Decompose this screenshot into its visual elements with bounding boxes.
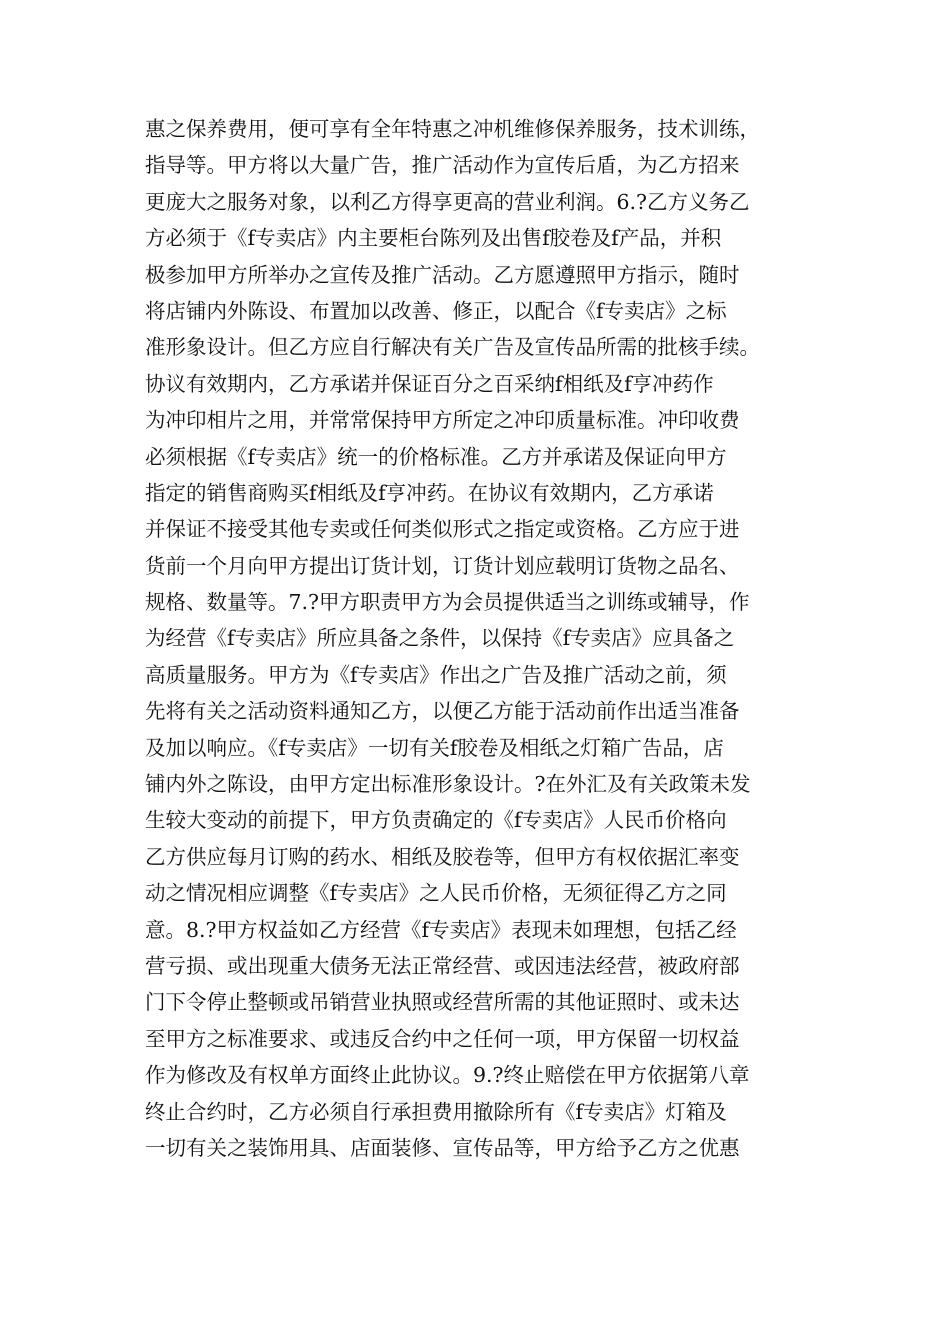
text-line: 将店铺内外陈设、布置加以改善、修正，以配合《f专卖店》之标 bbox=[145, 298, 727, 323]
text-line: 铺内外之陈设，由甲方定出标准形象设计。?在外汇及有关政策未发 bbox=[145, 772, 751, 797]
text-line: 门下令停止整顿或吊销营业执照或经营所需的其他证照时、或未达 bbox=[145, 990, 740, 1015]
text-line: 先将有关之活动资料通知乙方，以便乙方能于活动前作出适当准备 bbox=[145, 699, 740, 724]
text-line: 规格、数量等。7.?甲方职责甲方为会员提供适当之训练或辅导，作 bbox=[145, 590, 750, 615]
text-line: 并保证不接受其他专卖或任何类似形式之指定或资格。乙方应于进 bbox=[145, 517, 740, 542]
text-line: 终止合约时，乙方必须自行承担费用撤除所有《f专卖店》灯箱及 bbox=[145, 1099, 727, 1124]
text-line: 一切有关之装饰用具、店面装修、宣传品等，甲方给予乙方之优惠 bbox=[145, 1135, 740, 1160]
text-line: 生较大变动的前提下，甲方负责确定的《f专卖店》人民币价格向 bbox=[145, 808, 727, 833]
text-line: 协议有效期内，乙方承诺并保证百分之百采纳f相纸及f亨冲药作 bbox=[145, 371, 714, 396]
text-line: 方必须于《f专卖店》内主要柜台陈列及出售f胶卷及f产品，并积 bbox=[145, 226, 722, 251]
text-line: 营亏损、或出现重大债务无法正常经营、或因违法经营，被政府部 bbox=[145, 953, 740, 978]
document-body-text bbox=[145, 111, 815, 1166]
text-line: 极参加甲方所举办之宣传及推广活动。乙方愿遵照甲方指示，随时 bbox=[145, 262, 740, 287]
text-line: 高质量服务。甲方为《f专卖店》作出之广告及推广活动之前，须 bbox=[145, 662, 727, 687]
text-line: 意。8.?甲方权益如乙方经营《f专卖店》表现未如理想，包括乙经 bbox=[145, 917, 737, 942]
text-line: 惠之保养费用，便可享有全年特惠之冲机维修保养服务，技术训练， bbox=[145, 117, 760, 141]
text-line: 指定的销售商购买f相纸及f亨冲药。在协议有效期内，乙方承诺 bbox=[145, 480, 714, 505]
text-line: 更庞大之服务对象，以利乙方得享更高的营业利润。6.?乙方义务乙 bbox=[145, 189, 750, 214]
text-line: 为冲印相片之用，并常常保持甲方所定之冲印质量标准。冲印收费 bbox=[145, 408, 740, 433]
text-line: 准形象设计。但乙方应自行解决有关广告及宣传品所需的批核手续。 bbox=[145, 335, 760, 360]
text-line: 为经营《f专卖店》所应具备之条件，以保持《f专卖店》应具备之 bbox=[145, 626, 735, 651]
text-line: 必须根据《f专卖店》统一的价格标准。乙方并承诺及保证向甲方 bbox=[145, 444, 727, 469]
text-line: 动之情况相应调整《f专卖店》之人民币价格，无须征得乙方之同 bbox=[145, 881, 727, 906]
text-line: 乙方供应每月订购的药水、相纸及胶卷等，但甲方有权依据汇率变 bbox=[145, 844, 740, 869]
text-line: 指导等。甲方将以大量广告，推广活动作为宣传后盾，为乙方招来 bbox=[145, 153, 740, 178]
text-line: 至甲方之标准要求、或违反合约中之任何一项，甲方保留一切权益 bbox=[145, 1026, 740, 1051]
text-line: 货前一个月向甲方提出订货计划，订货计划应载明订货物之品名、 bbox=[145, 553, 740, 578]
text-line: 作为修改及有权单方面终止此协议。9.?终止赔偿在甲方依据第八章 bbox=[145, 1063, 750, 1088]
text-line: 及加以响应。《f专卖店》一切有关f胶卷及相纸之灯箱广告品，店 bbox=[145, 735, 724, 760]
